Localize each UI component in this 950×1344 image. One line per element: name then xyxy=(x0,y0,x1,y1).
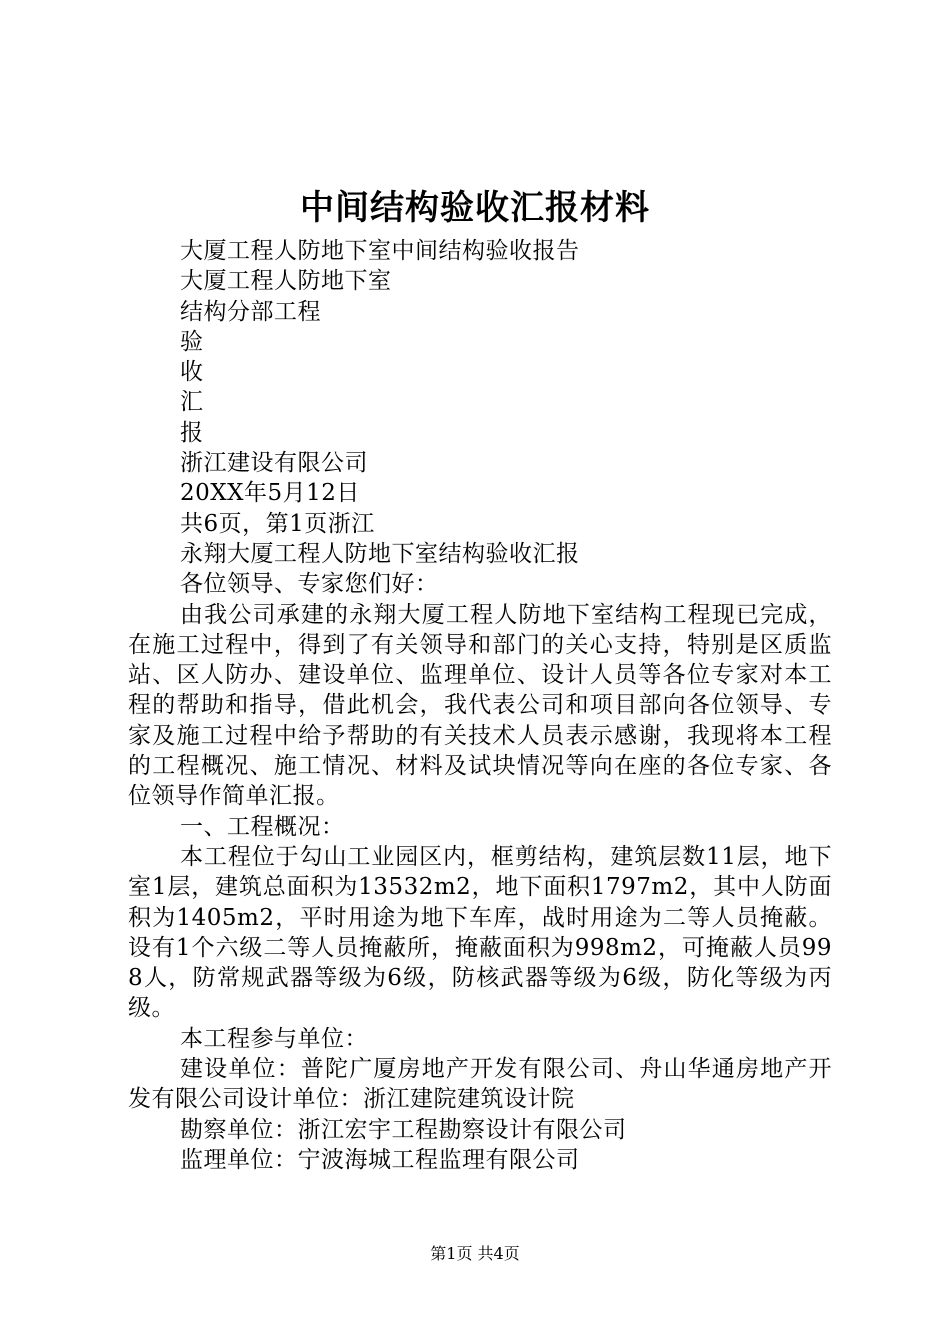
report-date: 20XX年5月12日 xyxy=(180,480,360,507)
construction-unit-paragraph: 建设单位：普陀广厦房地产开发有限公司、舟山华通房地产开发有限公司设计单位：浙江建院建筑设计院 xyxy=(128,1056,832,1113)
section-heading: 一、工程概况： xyxy=(180,813,345,840)
text-line: 结构分部工程 xyxy=(180,298,321,325)
company-name: 浙江建设有限公司 xyxy=(180,450,368,477)
page-info-line: 共6页，第1页浙江 xyxy=(180,510,375,537)
text-line: 报 xyxy=(180,419,204,446)
text-line: 大厦工程人防地下室中间结构验收报告 xyxy=(180,238,580,264)
page-footer: 第1页 共4页 xyxy=(430,1244,520,1263)
text-line: 收 xyxy=(180,359,204,386)
overview-paragraph: 本工程位于勾山工业园区内，框剪结构，建筑层数11层，地下室1层，建筑总面积为13532m2，地下面积1797m2，其中人防面积为1405m2，平时用途为地下车库，战时用途为二等人员掩蔽。设有1个六级二等人员掩蔽所，掩蔽面积为998m2，可掩蔽人员998人，防常规武器等级为6级，防核武器等级为6级，防化等级为丙级。 xyxy=(128,843,832,1022)
text-line: 验 xyxy=(180,328,204,355)
survey-unit-paragraph: 勘察单位：浙江宏宇工程勘察设计有限公司 xyxy=(180,1116,627,1143)
participants-heading: 本工程参与单位： xyxy=(180,1025,368,1052)
supervision-unit-paragraph: 监理单位：宁波海城工程监理有限公司 xyxy=(180,1146,580,1173)
report-subtitle: 永翔大厦工程人防地下室结构验收汇报 xyxy=(180,540,580,567)
text-line: 汇 xyxy=(180,389,204,416)
greeting: 各位领导、专家您们好： xyxy=(180,571,439,598)
text-line: 大厦工程人防地下室 xyxy=(180,268,392,295)
document-body xyxy=(128,236,832,1175)
document-title: 中间结构验收汇报材料 xyxy=(300,188,650,228)
intro-paragraph: 由我公司承建的永翔大厦工程人防地下室结构工程现已完成，在施工过程中，得到了有关领导和部门的关心支持，特别是区质监站、区人防办、建设单位、监理单位、设计人员等各位专家对本工程的帮助和指导，借此机会，我代表公司和项目部向各位领导、专家及施工过程中给予帮助的有关技术人员表示感谢，我现将本工程的工程概况、施工情况、材料及试块情况等向在座的各位专家、各位领导作简单汇报。 xyxy=(128,601,832,810)
